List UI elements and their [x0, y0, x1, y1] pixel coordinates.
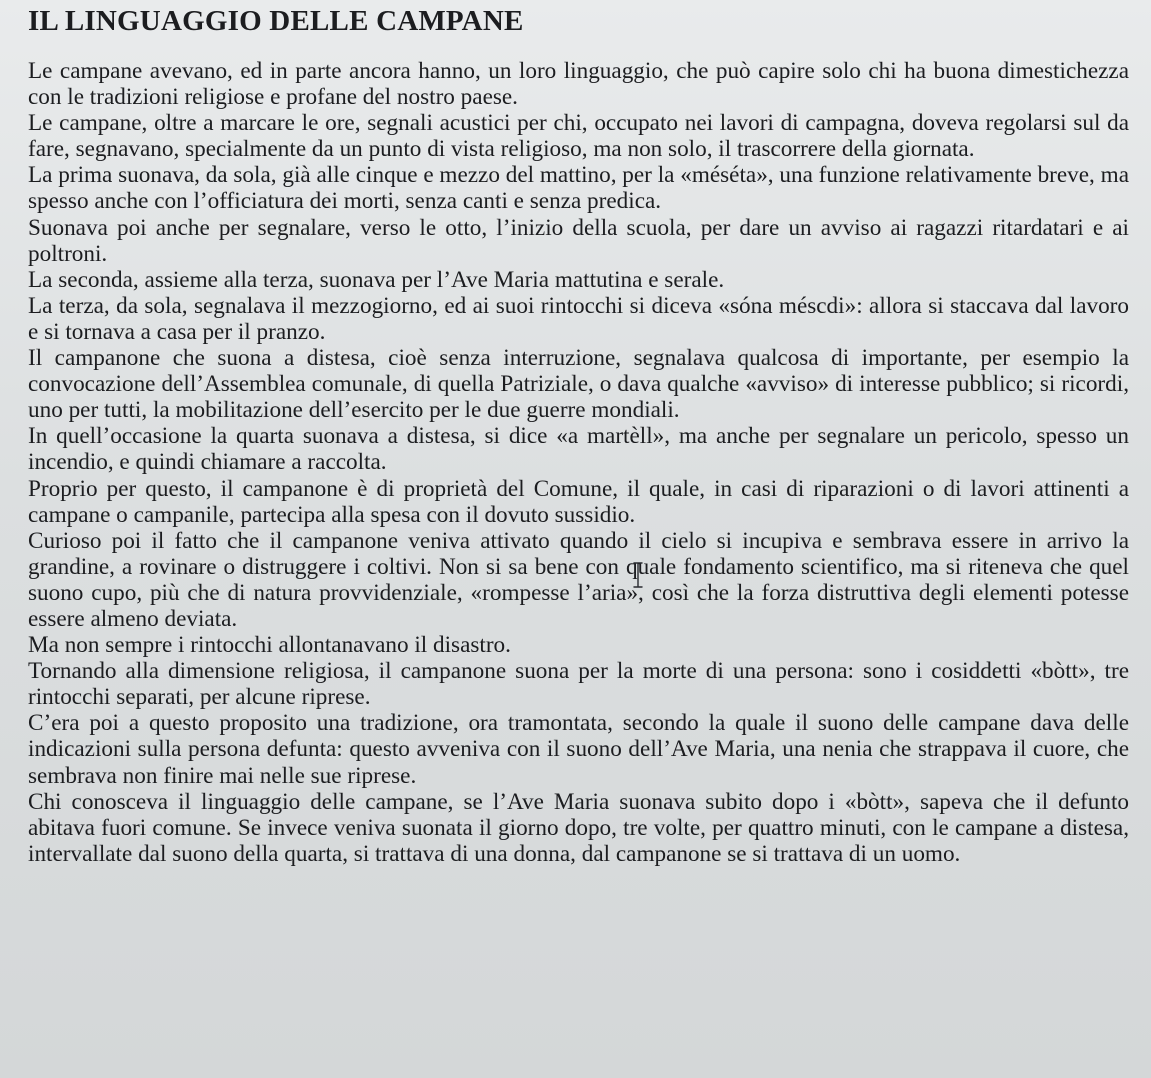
paragraph-4: Suonava poi anche per segnalare, verso le otto, l’inizio della scuola, per dare un avviso ai ragazzi ritardatari e ai poltroni.	[28, 214, 1129, 267]
paragraph-3: La prima suonava, da sola, già alle cinque e mezzo del mattino, per la «méséta», una funzione relativamente breve, ma spesso anche con l’officiatura dei morti, senza canti e senza predica.	[28, 162, 1129, 215]
paragraph-6: La terza, da sola, segnalava il mezzogiorno, ed ai suoi rintocchi si diceva «sóna méscdi»: allora si staccava dal lavoro e si tornava a casa per il pranzo.	[28, 292, 1129, 345]
paragraph-14: Chi conosceva il linguaggio delle campane, se l’Ave Maria suonava subito dopo i «bòtt», sapeva che il defunto abitava fuori comune. Se invece veniva suonata il giorno dopo, tre volte, per quattro minuti, con le campane a distesa, intervallate dal suono della quarta, si trattava di una donna, dal campanone se si trattava di un uomo.	[28, 788, 1129, 867]
paragraph-9: Proprio per questo, il campanone è di proprietà del Comune, il quale, in casi di riparazioni o di lavori attinenti a campane o campanile, partecipa alla spesa con il dovuto sussidio.	[28, 475, 1129, 528]
paragraph-2: Le campane, oltre a marcare le ore, segnali acustici per chi, occupato nei lavori di campagna, doveva regolarsi sul da fare, segnavano, specialmente da un punto di vista religioso, ma non solo, il trascorrere della giornata.	[28, 110, 1129, 163]
paragraph-13: C’era poi a questo proposito una tradizione, ora tramontata, secondo la quale il suono delle campane dava delle indicazioni sulla persona defunta: questo avveniva con il suono dell’Ave Maria, una nenia che strappava il cuore, che sembrava non finire mai nelle sue riprese.	[28, 710, 1129, 789]
paragraph-10: Curioso poi il fatto che il campanone veniva attivato quando il cielo si incupiva e sembrava essere in arrivo la grandine, a rovinare o distruggere i coltivi. Non si sa bene con quale fondamento scientifico, ma si riteneva che quel suono cupo, più che di natura provvidenziale, «rompesse l’aria», così che la forza distruttiva degli elementi potesse essere almeno deviata.	[28, 527, 1129, 632]
paragraph-5: La seconda, assieme alla terza, suonava per l’Ave Maria mattutina e serale.	[28, 266, 725, 293]
document-title: IL LINGUAGGIO DELLE CAMPANE	[28, 5, 524, 37]
paragraph-7: Il campanone che suona a distesa, cioè senza interruzione, segnalava qualcosa di importante, per esempio la convocazione dell’Assemblea comunale, di quella Patriziale, o dava qualche «avviso» di interesse pubblico; si ricordi, uno per tutti, la mobilitazione dell’esercito per le due guerre mondiali.	[28, 345, 1129, 424]
paragraph-11: Ma non sempre i rintocchi allontanavano il disastro.	[28, 632, 511, 659]
paragraph-12: Tornando alla dimensione religiosa, il campanone suona per la morte di una persona: sono i cosiddetti «bòtt», tre rintocchi separati, per alcune riprese.	[28, 658, 1129, 711]
paragraph-8: In quell’occasione la quarta suonava a distesa, si dice «a martèll», ma anche per segnalare un pericolo, spesso un incendio, e quindi chiamare a raccolta.	[28, 423, 1129, 476]
paragraph-1: Le campane avevano, ed in parte ancora hanno, un loro linguaggio, che può capire solo chi ha buona dimestichezza con le tradizioni religiose e profane del nostro paese.	[28, 58, 1129, 111]
